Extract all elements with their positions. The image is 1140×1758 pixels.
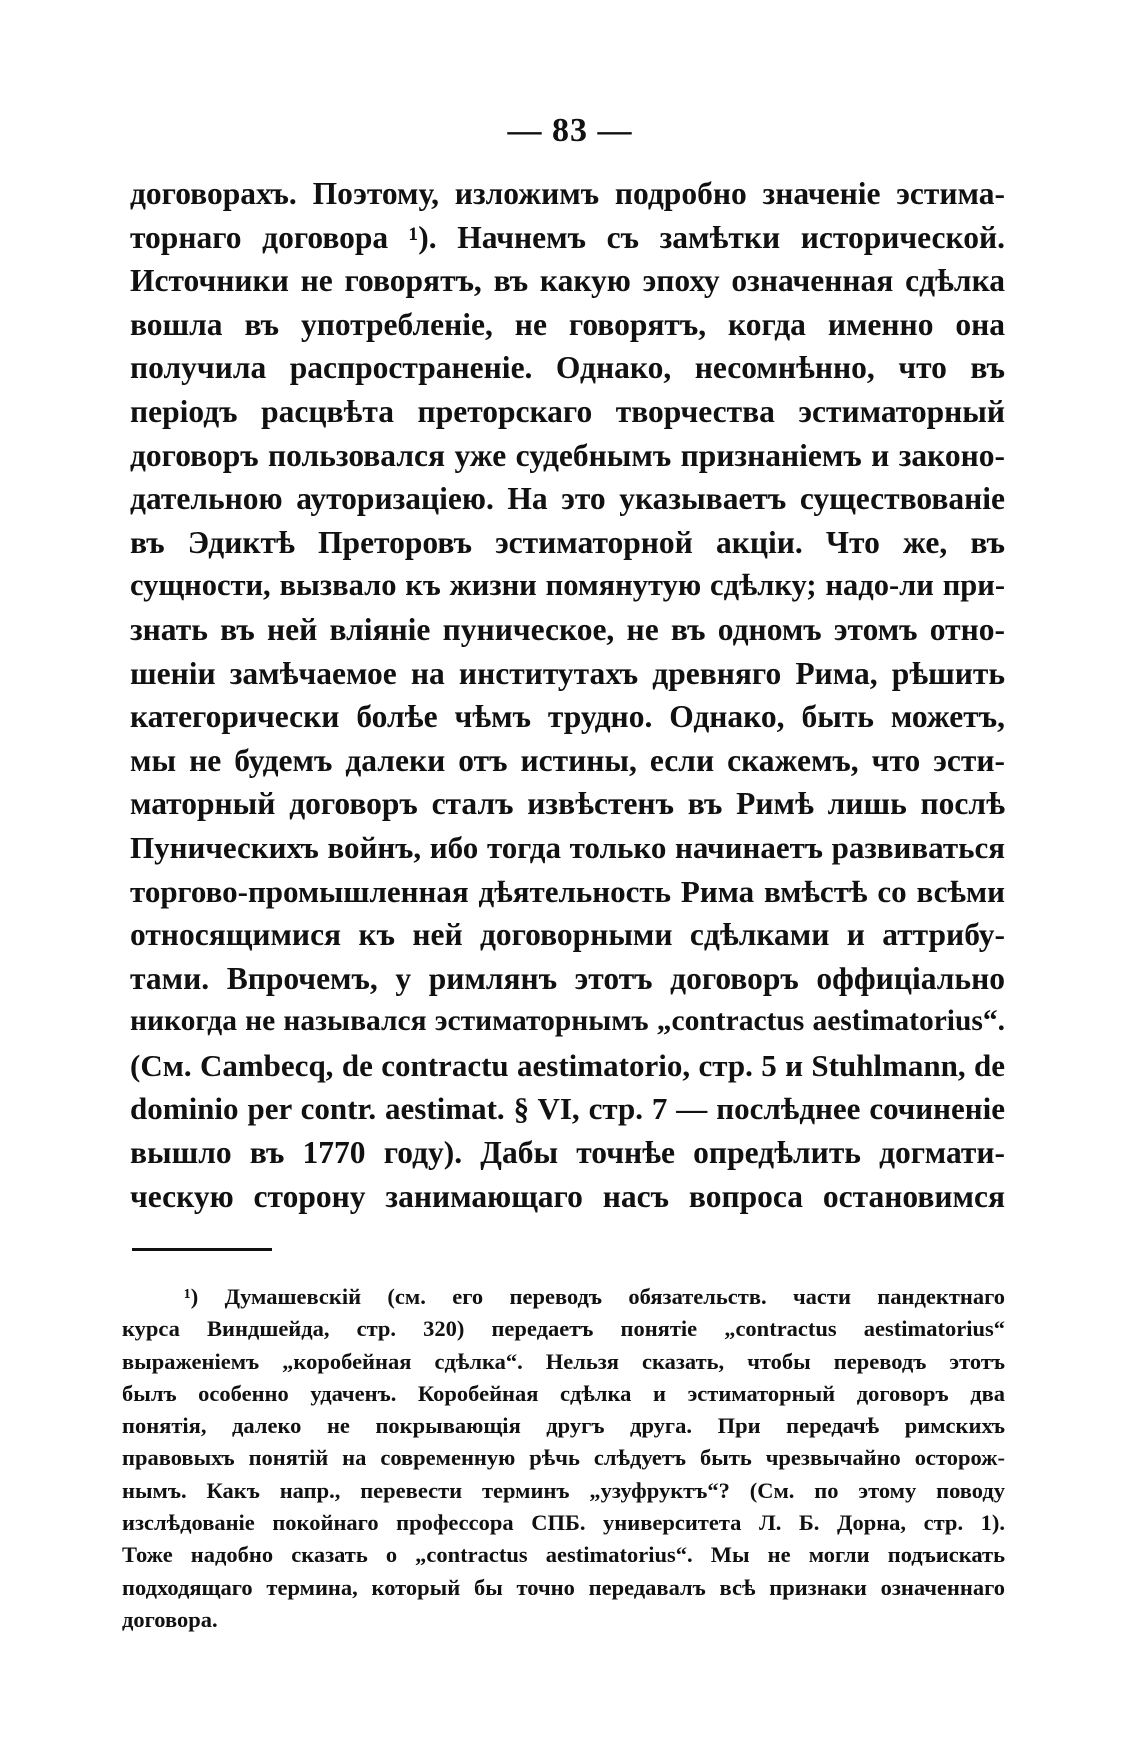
text-line: Пуническихъ войнъ, ибо тогда только начинаетъ развиваться: [130, 829, 1005, 865]
text-line: маторный договоръ сталъ извѣстенъ въ Римѣ лишь послѣ: [130, 786, 1005, 822]
footnote-separator: [132, 1248, 272, 1251]
text-line: получила распространеніе. Однако, несомнѣнно, что въ: [130, 350, 1005, 386]
text-line: (См. Cambecq, de contractu aestimatorio, стр. 5 и Stuhlmann, de: [130, 1047, 1005, 1083]
main-text-block: [130, 172, 1005, 1218]
text-line: dominio per contr. aestimat. § VI, стр. 7 — послѣднее сочиненіе: [130, 1091, 1005, 1127]
footnote-line: изслѣдованіе покойнаго профессора СПБ. университета Л. Б. Дорна, стр. 1).: [122, 1510, 1005, 1536]
text-line: сущности, вызвало къ жизни помянутую сдѣлку; надо-ли при-: [130, 568, 1005, 603]
footnote-line: былъ особенно удаченъ. Коробейная сдѣлка и эстиматорный договоръ два: [122, 1380, 1005, 1406]
footnote-line: понятія, далеко не покрывающія другъ друга. При передачѣ римскихъ: [122, 1413, 1005, 1439]
text-line: договорахъ. Поэтому, изложимъ подробно значеніе эстима-: [130, 176, 1005, 211]
text-line: знать въ ней вліяніе пуническое, не въ одномъ этомъ отно-: [130, 611, 1005, 647]
footnote-line: нымъ. Какъ напр., перевести терминъ „узуфруктъ“? (См. по этому поводу: [122, 1477, 1005, 1503]
footnote-line: правовыхъ понятій на современную рѣчь слѣдуетъ быть чрезвычайно осторож-: [122, 1445, 1005, 1471]
text-line: Источники не говорятъ, въ какую эпоху означенная сдѣлка: [130, 263, 1005, 299]
text-line: договоръ пользовался уже судебнымъ признаніемъ и законо-: [130, 437, 1005, 473]
footnote-line: курса Виндшейда, стр. 320) передаетъ понятіе „contractus aestimatorius“: [122, 1316, 1005, 1342]
footnote-line: Тоже надобно сказать о „contractus aestimatorius“. Мы не могли подъискать: [122, 1542, 1005, 1568]
text-line: торгово-промышленная дѣятельность Рима вмѣстѣ со всѣми: [130, 873, 1005, 909]
text-line: вошла въ употребленіе, не говорятъ, когда именно она: [130, 306, 1005, 342]
footnote-block: [122, 1281, 1005, 1636]
text-line: шеніи замѣчаемое на институтахъ древняго Рима, рѣшить: [130, 655, 1005, 691]
footnote-line: подходящаго термина, который бы точно передавалъ всѣ признаки означеннаго: [122, 1574, 1005, 1600]
text-line: дательною ауторизаціею. На это указываетъ существованіе: [130, 481, 1005, 517]
text-line: категорически болѣе чѣмъ трудно. Однако, быть можетъ,: [130, 699, 1005, 735]
text-line: періодъ расцвѣта преторскаго творчества эстиматорный: [130, 393, 1005, 429]
text-line: вышло въ 1770 году). Дабы точнѣе опредѣлить догмати-: [130, 1135, 1005, 1171]
text-line: относящимися къ ней договорными сдѣлками и аттрибу-: [130, 917, 1005, 953]
footnote-line: договора.: [122, 1606, 218, 1632]
text-line: тами. Впрочемъ, у римлянъ этотъ договоръ оффиціально: [130, 960, 1005, 996]
page-number: — 83 —: [507, 112, 633, 149]
footnote-line: ¹) Думашевскій (см. его переводъ обязательств. части пандектнаго: [184, 1284, 1005, 1309]
text-line: ческую сторону занимающаго насъ вопроса остановимся: [130, 1178, 1005, 1214]
footnote-line: выраженіемъ „коробейная сдѣлка“. Нельзя сказать, чтобы переводъ этотъ: [122, 1348, 1005, 1374]
text-line: торнаго договора ¹). Начнемъ съ замѣтки исторической.: [130, 219, 1005, 255]
text-line: мы не будемъ далеки отъ истины, если скажемъ, что эсти-: [130, 742, 1005, 778]
text-line: въ Эдиктѣ Преторовъ эстиматорной акціи. Что же, въ: [130, 524, 1005, 560]
text-line: никогда не назывался эстиматорнымъ „contractus aestimatorius“.: [130, 1005, 1005, 1038]
